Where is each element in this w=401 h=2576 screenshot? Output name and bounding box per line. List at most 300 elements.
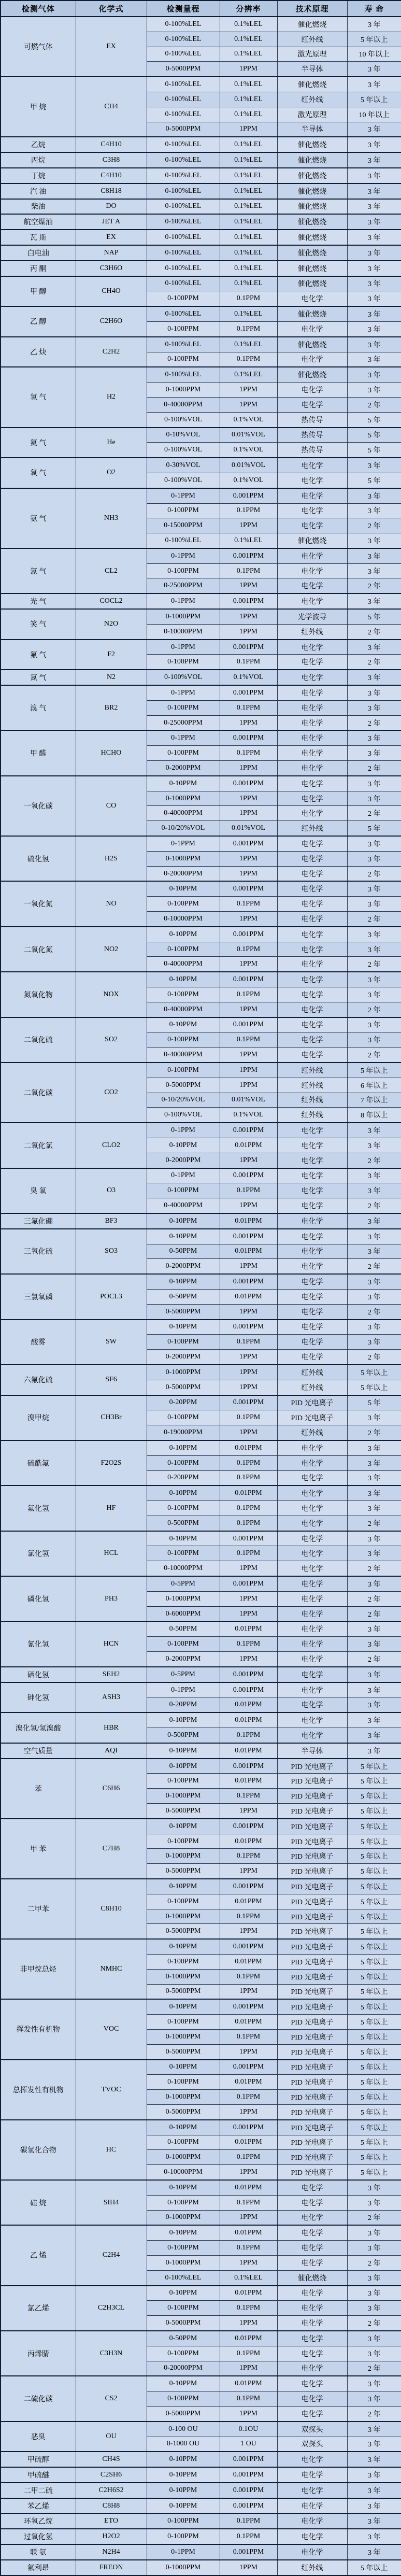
resolution-cell: 0.1%LEL	[220, 214, 277, 230]
range-cell: 0-100%LEL	[147, 230, 220, 245]
range-cell: 0-100PPM	[147, 1183, 220, 1198]
resolution-cell: 0.01%VOL	[220, 1093, 277, 1108]
range-cell: 0-1PPM	[147, 730, 220, 745]
lifespan-cell: 5 年以上	[347, 32, 401, 47]
principle-cell: 红外线	[277, 92, 347, 107]
range-cell: 0-50PPM	[147, 1621, 220, 1636]
gas-name-cell: 挥发性有机物	[1, 1999, 76, 2059]
principle-cell: PID 光电离子	[277, 1924, 347, 1939]
lifespan-cell: 3 年	[347, 548, 401, 563]
resolution-cell: 1PPM	[220, 383, 277, 398]
table-row	[1, 1440, 401, 1455]
lifespan-cell: 3 年	[347, 2301, 401, 2316]
lifespan-cell: 5 年以上	[347, 1834, 401, 1849]
principle-cell: 电化学	[277, 715, 347, 730]
range-cell: 0-19000PPM	[147, 1425, 220, 1440]
table-row	[1, 245, 401, 261]
resolution-cell: 0.01%VOL	[220, 428, 277, 443]
principle-cell: PID 光电离子	[277, 1849, 347, 1864]
range-cell: 0-10PPM	[147, 927, 220, 942]
principle-cell: 电化学	[277, 1304, 347, 1319]
lifespan-cell: 5 年以上	[347, 2015, 401, 2030]
range-cell: 0-10PPM	[147, 2060, 220, 2075]
table-row	[1, 1168, 401, 1183]
range-cell: 0-100%LEL	[147, 306, 220, 321]
principle-cell: 电化学	[277, 836, 347, 851]
principle-cell: PID 光电离子	[277, 2044, 347, 2059]
principle-cell: 电化学	[277, 383, 347, 398]
lifespan-cell: 2 年	[347, 866, 401, 881]
range-cell: 0-5000PPM	[147, 1864, 220, 1879]
table-row	[1, 593, 401, 609]
principle-cell: 电化学	[277, 700, 347, 715]
range-cell: 0-100%LEL	[147, 152, 220, 168]
table-row	[1, 2286, 401, 2301]
principle-cell: 电化学	[277, 2316, 347, 2331]
resolution-cell: 1PPM	[220, 715, 277, 730]
principle-cell: 电化学	[277, 761, 347, 776]
gas-name-cell: 甲 烷	[1, 77, 76, 137]
principle-cell: 光学波导	[277, 609, 347, 624]
range-cell: 0-1000PPM	[147, 2150, 220, 2165]
resolution-cell: 0.01PPM	[220, 1440, 277, 1455]
resolution-cell: 0.01PPM	[220, 2135, 277, 2150]
resolution-cell: 1PPM	[220, 1380, 277, 1395]
principle-cell: 电化学	[277, 1682, 347, 1697]
lifespan-cell: 5 年以上	[347, 92, 401, 107]
formula-cell: AQI	[76, 1743, 147, 1759]
range-cell: 0-100PPM	[147, 2015, 220, 2030]
formula-cell: SW	[76, 1320, 147, 1365]
formula-cell: N2	[76, 670, 147, 685]
lifespan-cell: 5 年	[347, 821, 401, 836]
range-cell: 0-100PPM	[147, 1834, 220, 1849]
principle-cell: 电化学	[277, 473, 347, 488]
resolution-cell: 0.01PPM	[220, 1244, 277, 1259]
principle-cell: PID 光电离子	[277, 2135, 347, 2150]
table-row	[1, 2513, 401, 2529]
lifespan-cell: 5 年以上	[347, 2090, 401, 2105]
principle-cell: 电化学	[277, 1667, 347, 1682]
range-cell: 0-5000PPM	[147, 1304, 220, 1319]
table-row	[1, 488, 401, 503]
resolution-cell: 0.1PPM	[220, 321, 277, 336]
range-cell: 0-5000PPM	[147, 2104, 220, 2119]
lifespan-cell: 7 年以上	[347, 1093, 401, 1108]
resolution-cell: 1PPM	[220, 122, 277, 137]
range-cell: 0-100%LEL	[147, 276, 220, 291]
resolution-cell: 0.1PPM	[220, 2391, 277, 2407]
range-cell: 0-1PPM	[147, 488, 220, 503]
principle-cell: 电化学	[277, 1244, 347, 1259]
principle-cell: 电化学	[277, 1501, 347, 1516]
table-row	[1, 1667, 401, 1682]
lifespan-cell: 8 年以上	[347, 1108, 401, 1123]
lifespan-cell: 2 年	[347, 761, 401, 776]
principle-cell: 电化学	[277, 2346, 347, 2361]
formula-cell: NAP	[76, 245, 147, 261]
principle-cell: PID 光电离子	[277, 2104, 347, 2119]
range-cell: 0-1000PPM	[147, 791, 220, 806]
resolution-cell: 1PPM	[220, 1804, 277, 1819]
lifespan-cell: 2 年	[347, 1561, 401, 1576]
gas-name-cell: 甲 醛	[1, 730, 76, 775]
range-cell: 0-10PPM	[147, 2483, 220, 2498]
gas-name-cell: 白电油	[1, 245, 76, 261]
principle-cell: 催化燃烧	[277, 367, 347, 382]
formula-cell: C8H8	[76, 2498, 147, 2514]
range-cell: 0-100PPM	[147, 1546, 220, 1561]
range-cell: 0-100%LEL	[147, 199, 220, 215]
principle-cell: PID 光电离子	[277, 2090, 347, 2105]
resolution-cell: 0.001PPM	[220, 1531, 277, 1546]
lifespan-cell: 3 年	[347, 214, 401, 230]
principle-cell: 电化学	[277, 685, 347, 700]
range-cell: 0-1PPM	[147, 593, 220, 609]
range-cell: 0-40000PPM	[147, 957, 220, 972]
lifespan-cell: 2 年	[347, 2406, 401, 2421]
principle-cell: PID 光电离子	[277, 2029, 347, 2044]
range-cell: 0-5000PPM	[147, 1924, 220, 1939]
range-cell: 0-5000PPM	[147, 1078, 220, 1093]
range-cell: 0-10PPM	[147, 2498, 220, 2514]
range-cell: 0-5000PPM	[147, 1984, 220, 1999]
range-cell: 0-15000PPM	[147, 518, 220, 533]
table-row	[1, 199, 401, 215]
column-header-principle: 技术原理	[277, 1, 347, 17]
formula-cell: POCL3	[76, 1274, 147, 1319]
principle-cell: 红外线	[277, 1093, 347, 1108]
principle-cell: 电化学	[277, 2180, 347, 2195]
range-cell: 0-100%LEL	[147, 337, 220, 352]
resolution-cell: 0.001PPM	[220, 2483, 277, 2498]
lifespan-cell: 2 年	[347, 1153, 401, 1168]
range-cell: 0-20PPM	[147, 1697, 220, 1712]
table-row	[1, 230, 401, 245]
table-row	[1, 1999, 401, 2014]
principle-cell: 催化燃烧	[277, 183, 347, 199]
lifespan-cell: 5 年	[347, 1395, 401, 1410]
lifespan-cell: 10 年以上	[347, 107, 401, 122]
gas-name-cell: 光 气	[1, 593, 76, 609]
lifespan-cell: 3 年	[347, 230, 401, 245]
principle-cell: 电化学	[277, 942, 347, 957]
principle-cell: 电化学	[277, 1138, 347, 1153]
principle-cell: 电化学	[277, 897, 347, 912]
table-row	[1, 670, 401, 685]
principle-cell: 电化学	[277, 1350, 347, 1365]
principle-cell: 电化学	[277, 806, 347, 821]
resolution-cell: 1PPM	[220, 851, 277, 866]
lifespan-cell: 2 年	[347, 2316, 401, 2331]
formula-cell: N2O	[76, 609, 147, 640]
principle-cell: 电化学	[277, 563, 347, 578]
principle-cell: 电化学	[277, 1637, 347, 1652]
formula-cell: C3H8	[76, 152, 147, 168]
principle-cell: PID 光电离子	[277, 1804, 347, 1819]
formula-cell: He	[76, 428, 147, 458]
principle-cell: PID 光电离子	[277, 2015, 347, 2030]
table-row	[1, 261, 401, 276]
range-cell: 0-100PPM	[147, 2301, 220, 2316]
resolution-cell: 0.001PPM	[220, 1667, 277, 1682]
range-cell: 0-5000PPM	[147, 62, 220, 77]
table-row	[1, 1123, 401, 1138]
principle-cell: 电化学	[277, 1455, 347, 1470]
range-cell: 0-10/20%VOL	[147, 1093, 220, 1108]
lifespan-cell: 5 年以上	[347, 1894, 401, 1909]
range-cell: 0-100%LEL	[147, 214, 220, 230]
range-cell: 0-5PPM	[147, 1667, 220, 1682]
range-cell: 0-100PPM	[147, 2135, 220, 2150]
resolution-cell: 0.1PPM	[220, 1728, 277, 1743]
lifespan-cell: 3 年	[347, 533, 401, 548]
resolution-cell: 0.01PPM	[220, 1289, 277, 1304]
principle-cell: 红外线	[277, 821, 347, 836]
table-row	[1, 1485, 401, 1501]
range-cell: 0-40000PPM	[147, 1198, 220, 1213]
formula-cell: F2	[76, 640, 147, 670]
lifespan-cell: 3 年	[347, 1289, 401, 1304]
range-cell: 0-1000 OU	[147, 2437, 220, 2452]
range-cell: 0-10PPM	[147, 1138, 220, 1153]
resolution-cell: 0.001PPM	[220, 2544, 277, 2560]
resolution-cell: 0.1PPM	[220, 1032, 277, 1048]
principle-cell: 电化学	[277, 2406, 347, 2421]
principle-cell: 电化学	[277, 1516, 347, 1531]
principle-cell: 电化学	[277, 2452, 347, 2467]
resolution-cell: 0.001PPM	[220, 640, 277, 655]
principle-cell: 电化学	[277, 776, 347, 791]
table-row	[1, 1365, 401, 1380]
principle-cell: 红外线	[277, 1108, 347, 1123]
lifespan-cell: 3 年	[347, 152, 401, 168]
table-row	[1, 776, 401, 791]
table-row	[1, 1879, 401, 1894]
formula-cell: ASH3	[76, 1682, 147, 1713]
lifespan-cell: 3 年	[347, 670, 401, 685]
lifespan-cell: 5 年以上	[347, 1879, 401, 1894]
resolution-cell: 0.001PPM	[220, 1168, 277, 1183]
gas-name-cell: 乙 醇	[1, 306, 76, 337]
formula-cell: H2S	[76, 836, 147, 881]
gas-name-cell: 环氧乙烷	[1, 2513, 76, 2529]
lifespan-cell: 3 年	[347, 1320, 401, 1335]
resolution-cell: 0.001PPM	[220, 2060, 277, 2075]
lifespan-cell: 3 年	[347, 700, 401, 715]
formula-cell: C2H2	[76, 337, 147, 367]
table-row	[1, 609, 401, 624]
principle-cell: 电化学	[277, 1440, 347, 1455]
gas-name-cell: 甲硫醇	[1, 2452, 76, 2467]
lifespan-cell: 3 年	[347, 1667, 401, 1682]
table-row	[1, 367, 401, 382]
formula-cell: NMHC	[76, 1939, 147, 1999]
table-row	[1, 183, 401, 199]
range-cell: 0-10000PPM	[147, 912, 220, 927]
gas-name-cell: 过氧化氢	[1, 2529, 76, 2544]
principle-cell: 催化燃烧	[277, 276, 347, 291]
lifespan-cell: 3 年	[347, 1410, 401, 1425]
range-cell: 0-100%VOL	[147, 670, 220, 685]
table-row	[1, 2060, 401, 2075]
formula-cell: H2O2	[76, 2529, 147, 2544]
table-row	[1, 1531, 401, 1546]
lifespan-cell: 3 年	[347, 897, 401, 912]
resolution-cell: 1PPM	[220, 912, 277, 927]
lifespan-cell: 3 年	[347, 1455, 401, 1470]
resolution-cell: 1PPM	[220, 1048, 277, 1063]
principle-cell: 电化学	[277, 1546, 347, 1561]
table-row	[1, 168, 401, 183]
resolution-cell: 1PPM	[220, 578, 277, 593]
lifespan-cell: 3 年	[347, 2241, 401, 2256]
lifespan-cell: 3 年	[347, 503, 401, 518]
table-row	[1, 972, 401, 987]
principle-cell: 电化学	[277, 972, 347, 987]
resolution-cell: 0.1%LEL	[220, 199, 277, 215]
resolution-cell: 0.1%VOL	[220, 443, 277, 458]
lifespan-cell: 3 年	[347, 137, 401, 152]
principle-cell: 电化学	[277, 2210, 347, 2225]
lifespan-cell: 3 年	[347, 383, 401, 398]
lifespan-cell: 3 年	[347, 730, 401, 745]
resolution-cell: 0.1PPM	[220, 1969, 277, 1984]
gas-name-cell: 空气质量	[1, 1743, 76, 1759]
principle-cell: PID 光电离子	[277, 2075, 347, 2090]
lifespan-cell: 5 年以上	[347, 2104, 401, 2119]
range-cell: 0-200PPM	[147, 1470, 220, 1485]
lifespan-cell: 3 年	[347, 851, 401, 866]
principle-cell: 热传导	[277, 412, 347, 427]
lifespan-cell: 2 年	[347, 518, 401, 533]
lifespan-cell: 3 年	[347, 1335, 401, 1350]
lifespan-cell: 6 年以上	[347, 1078, 401, 1093]
resolution-cell: 1PPM	[220, 1259, 277, 1274]
lifespan-cell: 5 年以上	[347, 1759, 401, 1774]
lifespan-cell: 3 年	[347, 352, 401, 367]
gas-name-cell: 二氧化氯	[1, 1123, 76, 1168]
formula-cell: CO	[76, 776, 147, 836]
table-row	[1, 337, 401, 352]
principle-cell: 半导体	[277, 1743, 347, 1759]
resolution-cell: 1PPM	[220, 1350, 277, 1365]
range-cell: 0-5000PPM	[147, 2406, 220, 2421]
resolution-cell: 0.001PPM	[220, 2498, 277, 2514]
principle-cell: PID 光电离子	[277, 2060, 347, 2075]
principle-cell: 双探头	[277, 2437, 347, 2452]
lifespan-cell: 5 年	[347, 412, 401, 427]
formula-cell: C2H6S2	[76, 2483, 147, 2498]
principle-cell: 电化学	[277, 2286, 347, 2301]
resolution-cell: 1PPM	[220, 1304, 277, 1319]
formula-cell: O2	[76, 458, 147, 488]
lifespan-cell: 3 年	[347, 2225, 401, 2240]
principle-cell: 电化学	[277, 1470, 347, 1485]
range-cell: 0-1PPM	[147, 1123, 220, 1138]
lifespan-cell: 3 年	[347, 2483, 401, 2498]
resolution-cell: 0.01PPM	[220, 1697, 277, 1712]
resolution-cell: 0.01PPM	[220, 2376, 277, 2391]
range-cell: 0-1000PPM	[147, 1909, 220, 1924]
principle-cell: 催化燃烧	[277, 152, 347, 168]
principle-cell: 催化燃烧	[277, 77, 347, 92]
principle-cell: 电化学	[277, 503, 347, 518]
formula-cell: C3H6O	[76, 261, 147, 276]
lifespan-cell: 2 年	[347, 2255, 401, 2270]
range-cell: 0-6000PPM	[147, 1606, 220, 1621]
formula-cell: C4H10	[76, 168, 147, 183]
range-cell: 0-10PPM	[147, 2120, 220, 2135]
lifespan-cell: 3 年	[347, 2195, 401, 2210]
resolution-cell: 0.1%LEL	[220, 137, 277, 152]
gas-name-cell: 氟化氢	[1, 1485, 76, 1531]
table-row	[1, 2483, 401, 2498]
principle-cell: 电化学	[277, 1183, 347, 1198]
resolution-cell: 0.01PPM	[220, 1955, 277, 1970]
resolution-cell: 0.1%LEL	[220, 261, 277, 276]
formula-cell: O3	[76, 1168, 147, 1213]
gas-name-cell: 硅 烷	[1, 2180, 76, 2225]
lifespan-cell: 3 年	[347, 367, 401, 382]
formula-cell: ETO	[76, 2513, 147, 2529]
table-row	[1, 1063, 401, 1078]
formula-cell: COCL2	[76, 593, 147, 609]
principle-cell: 催化燃烧	[277, 261, 347, 276]
lifespan-cell: 3 年	[347, 2544, 401, 2560]
range-cell: 0-100PPM	[147, 291, 220, 306]
gas-name-cell: 苯乙烯	[1, 2498, 76, 2514]
lifespan-cell: 5 年以上	[347, 1864, 401, 1879]
principle-cell: PID 光电离子	[277, 1759, 347, 1774]
range-cell: 0-100%VOL	[147, 473, 220, 488]
resolution-cell: 1PPM	[220, 1591, 277, 1606]
range-cell: 0-1PPM	[147, 1682, 220, 1697]
resolution-cell: 0.1PPM	[220, 2195, 277, 2210]
range-cell: 0-2000PPM	[147, 1153, 220, 1168]
lifespan-cell: 5 年以上	[347, 1999, 401, 2014]
principle-cell: 电化学	[277, 593, 347, 609]
principle-cell: 电化学	[277, 2241, 347, 2256]
range-cell: 0-100PPM	[147, 987, 220, 1002]
resolution-cell: 0.1%VOL	[220, 412, 277, 427]
principle-cell: 电化学	[277, 866, 347, 881]
principle-cell: PID 光电离子	[277, 2150, 347, 2165]
range-cell: 0-100PPM	[147, 1774, 220, 1789]
gas-name-cell: 酸雾	[1, 1320, 76, 1365]
resolution-cell: 0.1PPM	[220, 1909, 277, 1924]
principle-cell: PID 光电离子	[277, 1395, 347, 1410]
range-cell: 0-5000PPM	[147, 1380, 220, 1395]
resolution-cell: 1PPM	[220, 1078, 277, 1093]
principle-cell: 电化学	[277, 655, 347, 670]
lifespan-cell: 2 年	[347, 1304, 401, 1319]
lifespan-cell: 2 年	[347, 655, 401, 670]
resolution-cell: 1PPM	[220, 2104, 277, 2119]
lifespan-cell: 3 年	[347, 17, 401, 32]
formula-cell: NH3	[76, 488, 147, 548]
resolution-cell: 0.1PPM	[220, 2346, 277, 2361]
gas-name-cell: 柴油	[1, 199, 76, 215]
principle-cell: 电化学	[277, 987, 347, 1002]
principle-cell: 催化燃烧	[277, 533, 347, 548]
range-cell: 0-100PPM	[147, 1894, 220, 1909]
table-row	[1, 2452, 401, 2467]
lifespan-cell: 3 年	[347, 1213, 401, 1229]
gas-name-cell: 二氧化碳	[1, 1063, 76, 1123]
principle-cell: 催化燃烧	[277, 199, 347, 215]
principle-cell: 电化学	[277, 2544, 347, 2560]
